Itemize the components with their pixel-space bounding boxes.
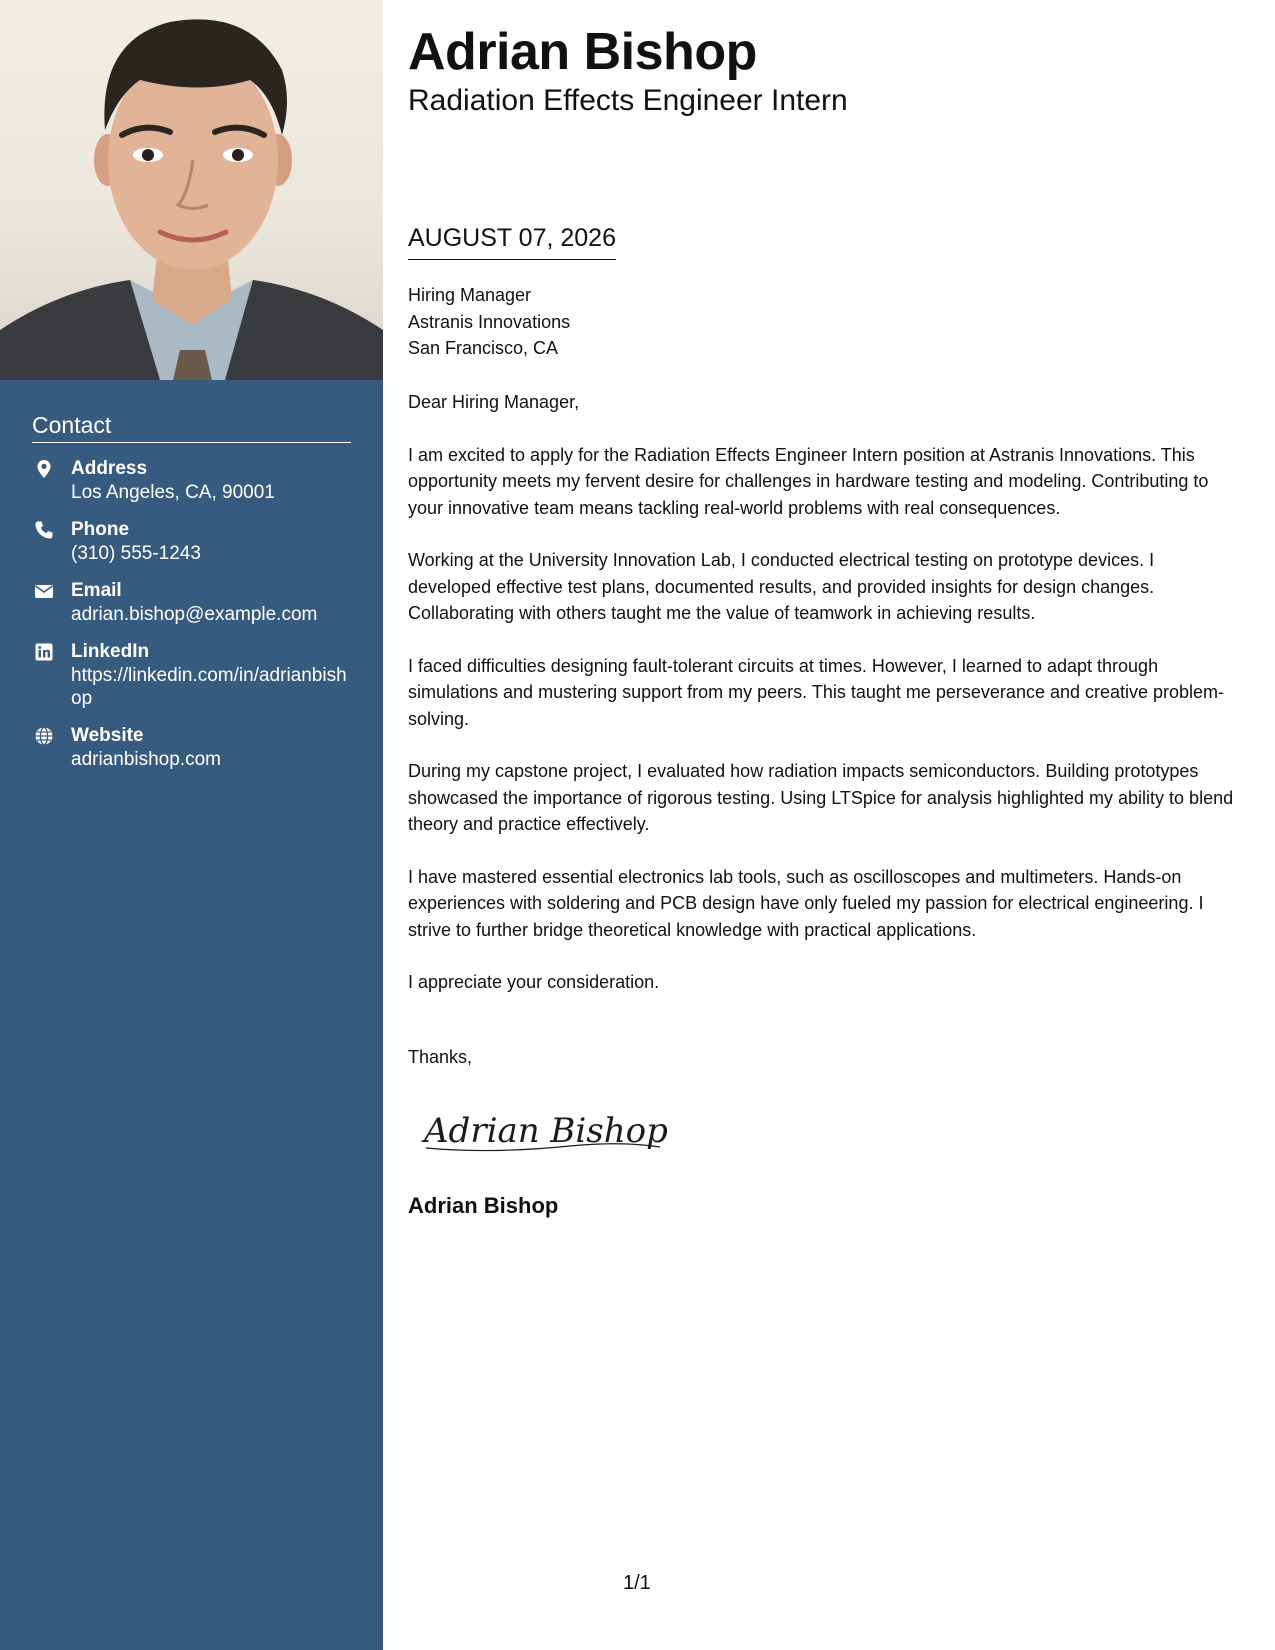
portrait-illustration bbox=[0, 0, 383, 380]
letter-paragraph: I have mastered essential electronics lab tools, such as oscilloscopes and multimeters. Hands-on experiences with soldering and PCB design have only fueled my passion for electrical engineering. I strive to further bridge theoretical knowledge with practical applications. bbox=[408, 866, 1204, 940]
letter-paragraph: I am excited to apply for the Radiation Effects Engineer Intern position at Astranis Innovations. This opportunity meets my fervent desire for challenges in hardware testing and modeling. Contributing to your innovative team means tackling real-world problems with real consequences. bbox=[408, 444, 1209, 518]
contact-value-email[interactable]: adrian.bishop@example.com bbox=[71, 604, 318, 625]
linkedin-icon bbox=[34, 642, 54, 662]
letter-date: AUGUST 07, 2026 bbox=[408, 224, 616, 260]
contact-section bbox=[32, 412, 351, 785]
phone-icon bbox=[34, 520, 54, 540]
letter-greeting: Dear Hiring Manager, bbox=[408, 392, 580, 412]
contact-label-linkedin: LinkedIn bbox=[71, 641, 150, 662]
svg-text:Adrian Bishop: Adrian Bishop bbox=[424, 1111, 668, 1151]
recipient-title: Hiring Manager bbox=[408, 285, 532, 305]
recipient-block bbox=[408, 282, 570, 362]
contact-item-address bbox=[32, 457, 351, 504]
letter-body bbox=[408, 389, 1240, 1022]
applicant-name: Adrian Bishop bbox=[408, 23, 757, 81]
profile-photo bbox=[0, 0, 383, 380]
contact-item-website bbox=[32, 724, 351, 771]
letter-paragraph: I appreciate your consideration. bbox=[408, 972, 660, 992]
contact-item-linkedin bbox=[32, 640, 351, 710]
contact-label-email: Email bbox=[71, 580, 122, 601]
letter-paragraph: Working at the University Innovation Lab, I conducted electrical testing on prototype devices. I developed effective test plans, documented results, and provided insights for design changes. Collaborating with others taught me the value of teamwork in achieving results. bbox=[408, 550, 1155, 623]
envelope-icon bbox=[34, 581, 54, 601]
contact-value-linkedin[interactable]: https://linkedin.com/in/adrianbishop bbox=[71, 665, 347, 709]
contact-title: Contact bbox=[32, 412, 351, 443]
recipient-location: San Francisco, CA bbox=[408, 338, 559, 358]
letter-closing: Thanks, bbox=[408, 1047, 473, 1067]
recipient-company: Astranis Innovations bbox=[408, 311, 571, 332]
letter-paragraph: During my capstone project, I evaluated how radiation impacts semiconductors. Building prototypes showcased the importance of rigorous testing. Using LTSpice for analysis highlighted my ability to blend theory and practice effectively. bbox=[408, 761, 1234, 834]
contact-item-phone bbox=[32, 518, 351, 565]
handwritten-signature bbox=[420, 1100, 680, 1160]
map-pin-icon bbox=[34, 459, 54, 479]
page-number: 1/1 bbox=[623, 1572, 651, 1594]
signer-name: Adrian Bishop bbox=[408, 1193, 559, 1218]
contact-label-phone: Phone bbox=[71, 519, 130, 540]
contact-label-address: Address bbox=[71, 458, 148, 479]
applicant-role: Radiation Effects Engineer Intern bbox=[408, 84, 848, 117]
contact-value-phone: (310) 555-1243 bbox=[71, 543, 201, 564]
contact-value-website[interactable]: adrianbishop.com bbox=[71, 749, 221, 770]
letter-paragraph: I faced difficulties designing fault-tolerant circuits at times. However, I learned to adapt through simulations and mustering support from my peers. This taught me perseverance and creative problem-solving. bbox=[408, 655, 1225, 729]
sidebar bbox=[0, 0, 383, 1650]
contact-label-website: Website bbox=[71, 725, 144, 746]
contact-item-email bbox=[32, 579, 351, 626]
globe-icon bbox=[34, 726, 54, 746]
contact-value-address: Los Angeles, CA, 90001 bbox=[71, 482, 275, 503]
